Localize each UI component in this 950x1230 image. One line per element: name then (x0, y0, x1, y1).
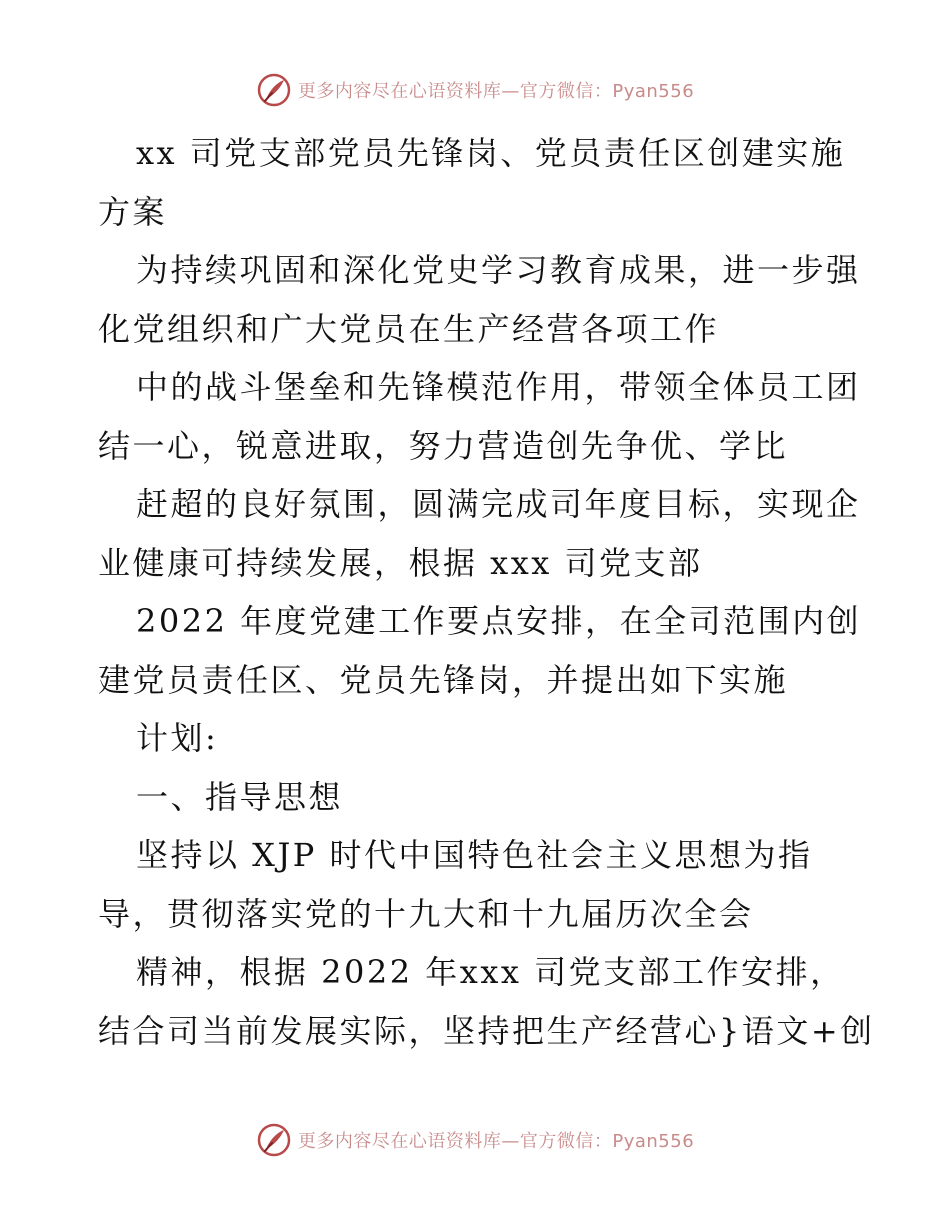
document-body (98, 124, 875, 1060)
footer-watermark (0, 1120, 950, 1160)
text-line: 赶超的良好氛围，圆满完成司年度目标，实现企 (136, 485, 861, 523)
text-line: 计划: (136, 719, 219, 757)
text-line: 结一心，锐意进取，努力营造创先争优、学比 (98, 426, 789, 465)
header-watermark (0, 70, 950, 110)
text-line: 化党组织和广大党员在生产经营各项工作 (98, 309, 720, 348)
feather-quill-icon (256, 1122, 292, 1158)
text-line: xx 司党支部党员先锋岗、党员责任区创建实施 (136, 134, 846, 172)
text-line: 中的战斗堡垒和先锋模范作用，带领全体员工团 (136, 368, 861, 406)
text-line: 结合司当前发展实际，坚持把生产经营心}语文+创 (98, 1011, 875, 1050)
text-line: 建党员责任区、党员先锋岗，并提出如下实施 (98, 660, 789, 699)
text-line: 方案 (98, 192, 168, 231)
text-line: 为持续巩固和深化党史学习教育成果，进一步强 (136, 251, 861, 289)
watermark-text: 更多内容尽在心语资料库—官方微信：Pyan556 (297, 1131, 695, 1152)
text-line: 导，贯彻落实党的十九大和十九届历次全会 (98, 894, 754, 933)
text-line: 2022 年度党建工作要点安排，在全司范围内创 (136, 602, 862, 640)
text-line: 一、指导思想 (136, 777, 344, 816)
text-line: 坚持以 XJP 时代中国特色社会主义思想为指 (136, 836, 813, 874)
text-line: 业健康可持续发展，根据 xxx 司党支部 (98, 543, 703, 582)
watermark-text: 更多内容尽在心语资料库—官方微信：Pyan556 (297, 81, 695, 102)
text-line: 精神，根据 2022 年xxx 司党支部工作安排， (136, 953, 845, 991)
feather-quill-icon (256, 72, 292, 108)
